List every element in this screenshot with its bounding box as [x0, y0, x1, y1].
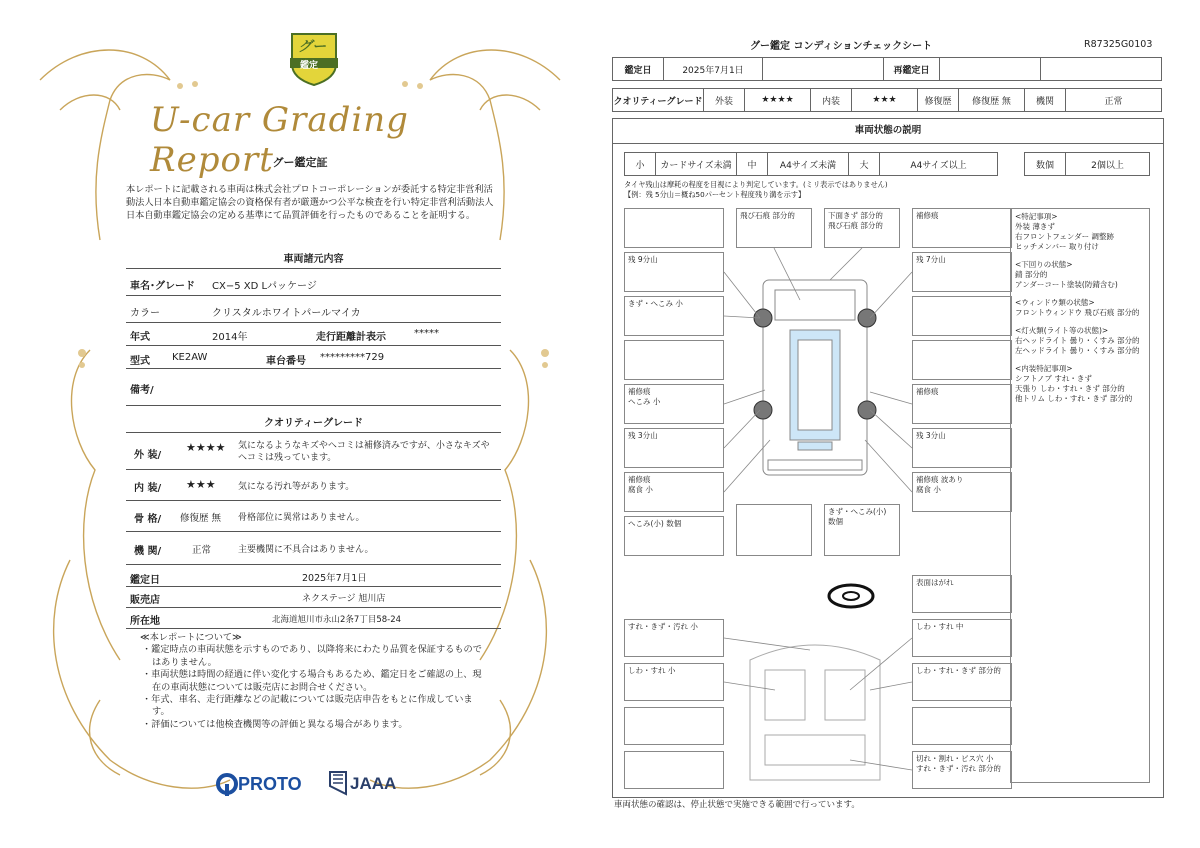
jaaa-logo-text: JAAA [350, 774, 397, 793]
engine-value: 正常 [1066, 89, 1162, 112]
engine-label: 機関 [1025, 89, 1066, 112]
quality-label: 内 装/ [134, 483, 162, 494]
note-line: <ウィンドウ類の状態> [1015, 298, 1095, 307]
quality-label: 骨 格/ [134, 514, 162, 525]
callout-box: 補修痕 へこみ 小 [624, 384, 724, 424]
callout-box: 補修痕 波あり 腐食 小 [912, 472, 1012, 512]
sheet-title: グー鑑定 コンディションチェックシート [750, 41, 933, 52]
size-medium-desc: A4サイズ未満 [768, 153, 849, 176]
note-line: 左ヘッドライト 曇り・くすみ 部分的 [1015, 346, 1140, 355]
callout-box [912, 340, 1012, 380]
quality-grade-label: クオリティーグレード [613, 89, 704, 112]
appraisal-label: 販売店 [130, 595, 160, 606]
callout-box: 補修痕 腐食 小 [624, 472, 724, 512]
appraisal-row-date [126, 566, 501, 587]
spec-label: 備考/ [130, 385, 154, 396]
blank-cell [940, 58, 1041, 81]
callout-box: すれ・きず・汚れ 小 [624, 619, 724, 657]
note-group-windows [1015, 298, 1145, 318]
spec-row-model [126, 346, 501, 369]
note-line: 右フロントフェンダー 調整跡 [1015, 232, 1114, 241]
callout-box: 下面きず 部分的 飛び石痕 部分的 [824, 208, 900, 248]
callout-box: しわ・すれ・きず 部分的 [912, 663, 1012, 701]
specs-section-title: 車両諸元内容 [283, 254, 344, 265]
quality-text: 気になるようなキズやヘコミは補修済みですが、小さなキズやヘコミは残っています。 [238, 441, 490, 463]
quality-label: 機 関/ [134, 546, 162, 557]
callout-box: 切れ・割れ・ビス穴 小 すれ・きず・汚れ 部分的 [912, 751, 1012, 789]
note-line: 錆 部分的 [1015, 270, 1048, 279]
callout-box: 残 7分山 [912, 252, 1012, 292]
appraisal-label: 鑑定日 [130, 575, 160, 586]
note-line: <灯火類(ライト等の状態)> [1015, 326, 1109, 335]
blank-cell [1041, 58, 1162, 81]
note-line: <下回りの状態> [1015, 260, 1073, 269]
appraisal-row-address [126, 608, 501, 629]
callout-box: 補修痕 [912, 208, 1012, 248]
badge-bottom-text: 鑑定 [300, 61, 319, 71]
tire-note-line: タイヤ残山は摩耗の程度を目視により判定しています。(ミリ表示ではありません) [624, 180, 888, 189]
certificate-body: 本レポートに記載される車両は株式会社プロトコーポレーションが委託する特定非営利活動法人日本自動車鑑定協会の資格保有者が厳選かつ公平な検査を行い特定非営利活動法人日本自動車鑑定協会の定める基準にて品質評価を行ったものであることを証明する。 [126, 184, 494, 221]
callout-box: 表面はがれ [912, 575, 1012, 613]
reappraisal-label: 再鑑定日 [884, 58, 940, 81]
note-line: <内装特記事項> [1015, 364, 1073, 373]
spec-value: 2014年 [212, 332, 248, 343]
note-line: シフトノブ すれ・きず [1015, 374, 1092, 383]
sheet-id: R87325G0103 [1084, 39, 1153, 50]
callout-box: 残 3分山 [624, 428, 724, 468]
size-small: 小 [625, 153, 656, 176]
spec-label: カラー [130, 308, 160, 319]
quality-text: 骨格部位に異常はありません。 [238, 513, 365, 523]
appraisal-value: ネクステージ 旭川店 [302, 594, 386, 604]
count-label: 数個 [1025, 153, 1066, 176]
blank-cell [763, 58, 884, 81]
proto-logo-text: PROTO [238, 774, 302, 794]
spec-row-year [126, 323, 501, 346]
notice-item: ・年式、車名、走行距離などの記載については販売店申告をもとに作成しています。 [142, 694, 473, 718]
callout-box [624, 208, 724, 248]
quality-text: 主要機関に不具合はありません。 [238, 545, 374, 555]
spec-label: 車台番号 [266, 356, 306, 367]
badge-top-text: グー [298, 39, 326, 55]
callout-box: しわ・すれ 小 [624, 663, 724, 701]
appraisal-label: 所在地 [130, 616, 160, 627]
exterior-label: 外装 [704, 89, 745, 112]
spec-label: 年式 [130, 332, 150, 343]
size-small-desc: カードサイズ未満 [656, 153, 737, 176]
callout-box [624, 751, 724, 789]
report-notice [140, 632, 490, 731]
special-notes-panel [1010, 208, 1150, 783]
callout-box: きず・へこみ(小) 数個 [824, 504, 900, 556]
callout-box: 飛び石痕 部分的 [736, 208, 812, 248]
note-group-special [1015, 212, 1145, 252]
callout-box: 残 9分山 [624, 252, 724, 292]
quality-row-engine [126, 532, 501, 565]
note-line: アンダーコート塗装(防錆含む) [1015, 280, 1118, 289]
callout-box [624, 707, 724, 745]
condition-title: 車両状態の説明 [613, 119, 1163, 144]
tire-note-line: 【例：残 5分山＝概ね50パーセント程度残り溝を示す】 [624, 190, 806, 199]
interior-stars: ★★★ [852, 89, 918, 112]
car-interior-diagram [740, 630, 890, 790]
callout-box [624, 340, 724, 380]
note-group-lights [1015, 326, 1145, 356]
callout-box [736, 504, 812, 556]
quality-row-frame [126, 501, 501, 532]
spec-value: KE2AW [172, 352, 208, 363]
spec-value: CX−5 XD Lパッケージ [212, 281, 317, 292]
date-table [612, 57, 1162, 81]
note-line: フロントウィンドウ 飛び石痕 部分的 [1015, 308, 1140, 317]
count-legend-table [1024, 152, 1150, 176]
quality-label: 外 装/ [134, 450, 162, 461]
spec-label: 走行距離計表示 [316, 332, 386, 343]
note-group-underbody [1015, 260, 1145, 290]
spec-value: *********729 [320, 352, 385, 363]
appraisal-value: 北海道旭川市永山2条7丁目58-24 [272, 615, 402, 625]
notice-item: ・評価については他検査機関等の評価と異なる場合があります。 [142, 718, 408, 730]
condition-check-sheet [600, 0, 1200, 848]
car-top-view-diagram [720, 260, 910, 490]
size-medium: 中 [737, 153, 768, 176]
notice-title: ≪本レポートについて≫ [140, 632, 242, 643]
tire-note [624, 180, 888, 200]
note-line: 他トリム しわ・すれ・きず 部分的 [1015, 394, 1133, 403]
note-line: 右ヘッドライト 曇り・くすみ 部分的 [1015, 336, 1140, 345]
goo-kantei-badge [286, 30, 342, 86]
size-legend-table [624, 152, 998, 176]
size-large: 大 [849, 153, 880, 176]
appraisal-row-shop [126, 587, 501, 608]
spec-value: クリスタルホワイトパールマイカ [212, 308, 361, 319]
quality-row-interior [126, 470, 501, 501]
callout-box: へこみ(小) 数個 [624, 516, 724, 556]
grade-table [612, 88, 1162, 112]
repair-history-label: 修復歴 [918, 89, 959, 112]
callout-box: しわ・すれ 中 [912, 619, 1012, 657]
report-script-title: U-car Grading Report [150, 100, 409, 180]
quality-stars: ★★★ [186, 478, 216, 491]
quality-row-exterior [126, 433, 501, 470]
quality-stars: ★★★★ [186, 441, 226, 454]
spec-label: 車名･グレード [130, 281, 195, 292]
repair-history-value: 修復歴 無 [959, 89, 1025, 112]
quality-value: 正常 [192, 545, 212, 556]
spec-row-remarks [126, 369, 501, 406]
spec-row-name [126, 269, 501, 296]
jaaa-logo [328, 770, 408, 798]
callout-box: 残 3分山 [912, 428, 1012, 468]
appraisal-value: 2025年7月1日 [302, 573, 367, 584]
date-value: 2025年7月1日 [664, 58, 763, 81]
notice-item: ・車両状態は時間の経過に伴い変化する場合もあるため、鑑定日をご確認の上、現在の車両状態については販売店にお問合せください。 [142, 669, 482, 693]
count-desc: 2個以上 [1066, 153, 1150, 176]
note-group-interior [1015, 364, 1145, 404]
note-line: 天張り しわ・すれ・きず 部分的 [1015, 384, 1125, 393]
size-large-desc: A4サイズ以上 [880, 153, 998, 176]
note-line: ヒッチメンバー 取り付け [1015, 242, 1099, 251]
exterior-stars: ★★★★ [745, 89, 811, 112]
callout-box: 補修痕 [912, 384, 1012, 424]
certificate-title: グー鑑定証 [272, 156, 328, 169]
spec-label: 型式 [130, 356, 150, 367]
quality-text: 気になる汚れ等があります。 [238, 482, 355, 492]
notice-item: ・鑑定時点の車両状態を示すものであり、以降将来にわたり品質を保証するものではありません。 [142, 644, 482, 668]
quality-value: 修復歴 無 [180, 513, 222, 524]
quality-section-title: クオリティーグレード [264, 418, 363, 429]
spec-value: ***** [414, 328, 439, 339]
sheet-footer: 車両状態の確認は、停止状態で実施できる範囲で行っています。 [614, 800, 860, 810]
proto-logo [216, 772, 316, 798]
callout-box [912, 707, 1012, 745]
date-label: 鑑定日 [613, 58, 664, 81]
spec-row-color [126, 296, 501, 323]
steering-wheel-icon [826, 582, 876, 610]
callout-box [912, 296, 1012, 336]
note-line: <特記事項> [1015, 212, 1058, 221]
interior-label: 内装 [811, 89, 852, 112]
callout-box: きず・へこみ 小 [624, 296, 724, 336]
note-line: 外装 薄きず [1015, 222, 1055, 231]
